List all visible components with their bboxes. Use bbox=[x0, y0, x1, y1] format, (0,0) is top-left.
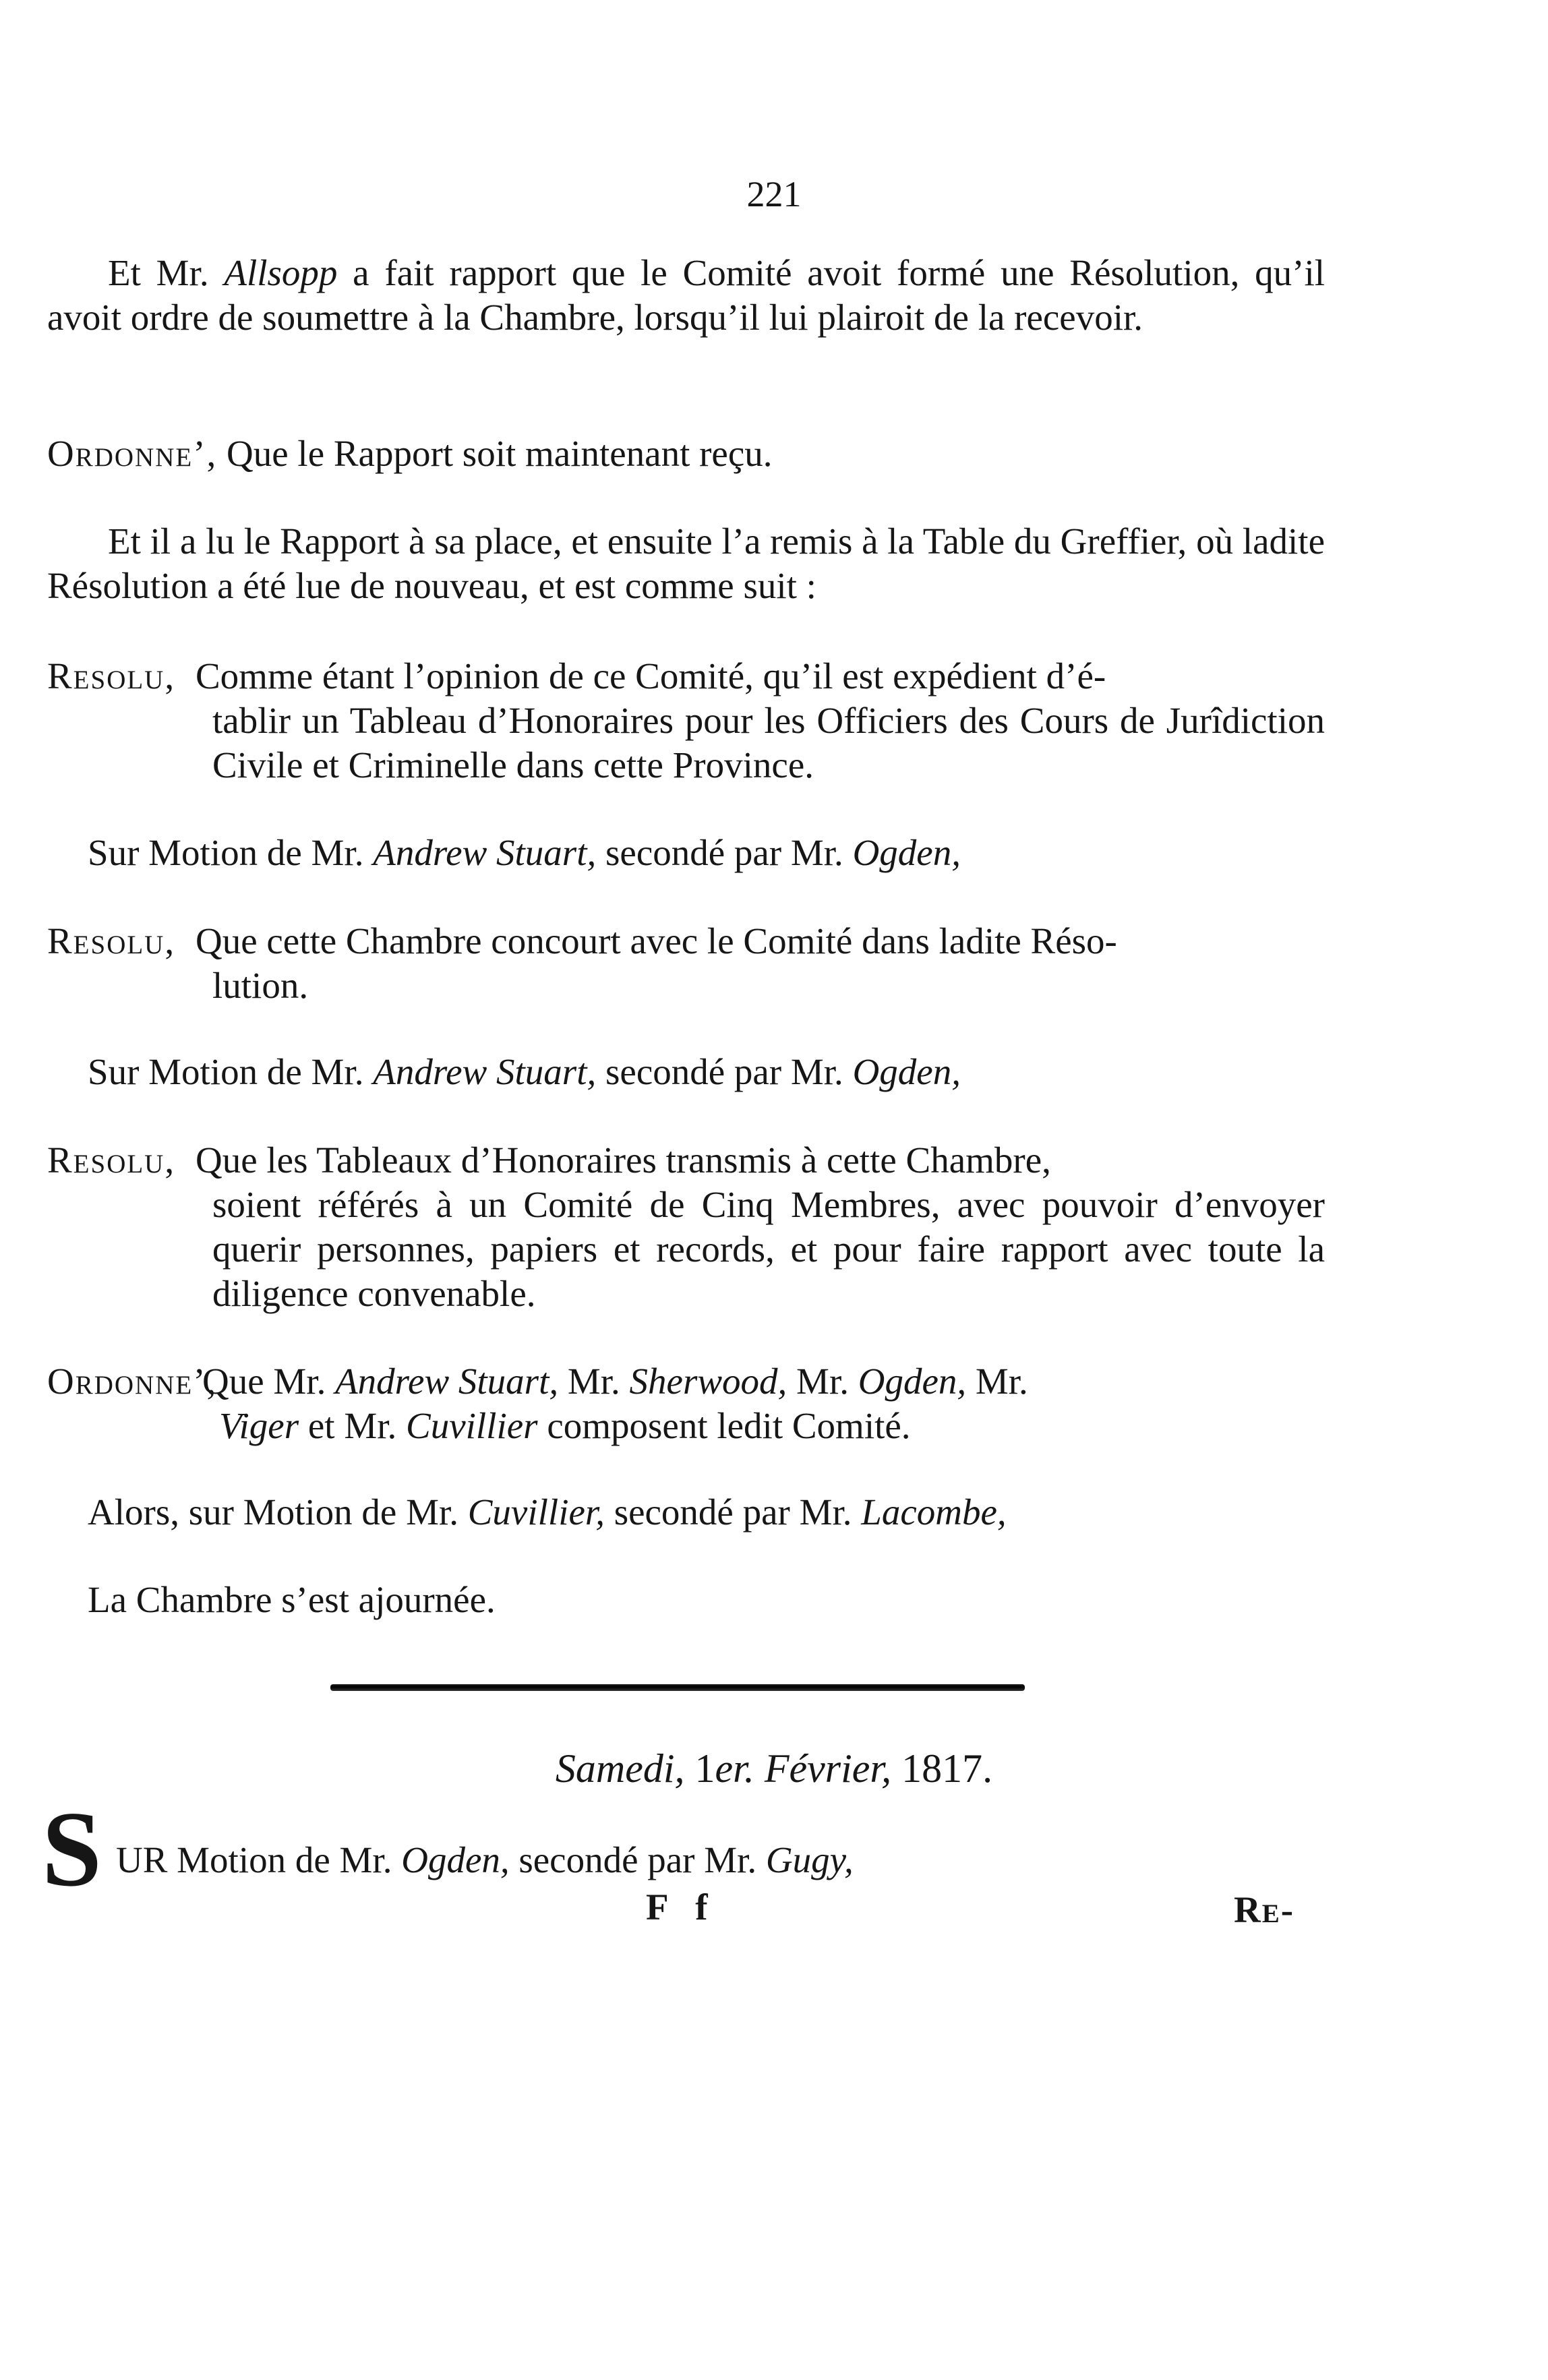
motion-1 bbox=[88, 831, 961, 875]
text: secondé par Mr. bbox=[596, 1051, 853, 1092]
seconder-name: Ogden, bbox=[852, 832, 961, 873]
member-name: Ogden, bbox=[858, 1361, 967, 1402]
text: Mr. bbox=[558, 1361, 630, 1402]
text: Que le Rapport soit maintenant reçu. bbox=[217, 433, 773, 474]
resolu-label: Resolu, bbox=[47, 1139, 176, 1181]
text: secondé par Mr. bbox=[604, 1491, 862, 1533]
seconder-name: Ogden, bbox=[852, 1051, 961, 1092]
mover-name: Cuvillier, bbox=[467, 1491, 605, 1533]
member-name: Cuvillier bbox=[406, 1405, 538, 1446]
session-date bbox=[0, 1746, 1548, 1791]
text: Alors, sur Motion de Mr. bbox=[88, 1491, 468, 1533]
drop-cap: S bbox=[42, 1789, 102, 1909]
mover-name: Ogden, bbox=[401, 1839, 510, 1880]
resolution-text: lution. bbox=[212, 965, 309, 1006]
text: composent ledit Comité. bbox=[537, 1405, 911, 1446]
motion-opening bbox=[116, 1838, 854, 1882]
date-day: Samedi, bbox=[555, 1746, 685, 1791]
date-year: 1817. bbox=[891, 1746, 993, 1791]
text: secondé par Mr. bbox=[596, 832, 853, 873]
text: Sur Motion de Mr. bbox=[88, 832, 374, 873]
ordonne-label: Ordonne’, bbox=[47, 1361, 218, 1402]
resolution-3 bbox=[47, 1138, 1325, 1316]
text: Et Mr. bbox=[108, 252, 225, 293]
text: Mr. bbox=[966, 1361, 1028, 1402]
catchword: Re- bbox=[1234, 1889, 1295, 1930]
date-number: 1 bbox=[684, 1746, 715, 1791]
member-name: Andrew Stuart, bbox=[335, 1361, 559, 1402]
signature-mark: F f bbox=[646, 1886, 717, 1928]
text: UR Motion de Mr. bbox=[116, 1839, 402, 1880]
mover-name: Andrew Stuart, bbox=[373, 832, 597, 873]
resolution-1 bbox=[47, 654, 1325, 787]
date-month: Février, bbox=[754, 1746, 892, 1791]
resolu-label: Resolu, bbox=[47, 920, 176, 961]
resolution-text-line1: Que cette Chambre concourt avec le Comité dans ladite Réso- bbox=[196, 920, 1117, 961]
member-name: Viger bbox=[219, 1405, 299, 1446]
paragraph-ordonne bbox=[47, 432, 1325, 476]
seconder-name: Gugy, bbox=[765, 1839, 854, 1880]
adjournment: La Chambre s’est ajournée. bbox=[88, 1579, 496, 1620]
seconder-name: Lacombe, bbox=[861, 1491, 1007, 1533]
text: a fait rapport que le Comité avoit formé une Résolution, qu’il avoit ordre de soumettre à la Chambre, lorsqu’il lui plairoit de la recevoir. bbox=[47, 252, 1326, 338]
text: et Mr. bbox=[299, 1405, 407, 1446]
member-name: Allsopp bbox=[224, 252, 338, 293]
date-suffix: er. bbox=[715, 1746, 754, 1791]
ordonne-label: Ordonne’, bbox=[47, 433, 218, 474]
ordonne-comite bbox=[47, 1359, 1325, 1448]
text: secondé par Mr. bbox=[509, 1839, 766, 1880]
paragraph-lecture bbox=[47, 519, 1325, 608]
resolution-text: soient référés à un Comité de Cinq Membres, avec pouvoir d’envoyer querir personnes, papiers et records, et pour faire rapport avec toute la diligence convenable. bbox=[212, 1184, 1325, 1314]
text: Sur Motion de Mr. bbox=[88, 1051, 374, 1092]
resolution-text-line1: Comme étant l’opinion de ce Comité, qu’il est expédient d’é- bbox=[196, 655, 1106, 696]
page-number: 221 bbox=[746, 174, 802, 214]
motion-2 bbox=[88, 1050, 961, 1094]
resolution-text: tablir un Tableau d’Honoraires pour les Officiers des Cours de Jurîdiction Civile et Criminelle dans cette Province. bbox=[212, 700, 1325, 785]
resolution-text-line1: Que les Tableaux d’Honoraires transmis à cette Chambre, bbox=[196, 1139, 1051, 1181]
text: Que Mr. bbox=[202, 1361, 336, 1402]
separator-rule bbox=[330, 1684, 1025, 1691]
resolution-2 bbox=[47, 919, 1325, 1008]
text: Mr. bbox=[787, 1361, 858, 1402]
text: Et il a lu le Rapport à sa place, et ensuite l’a remis à la Table du Greffier, où ladite Résolution a été lue de nouveau, et est comme suit : bbox=[47, 520, 1325, 606]
motion-3 bbox=[88, 1490, 1007, 1535]
paragraph-rapport bbox=[47, 251, 1325, 340]
resolu-label: Resolu, bbox=[47, 655, 176, 696]
member-name: Sherwood, bbox=[629, 1361, 787, 1402]
mover-name: Andrew Stuart, bbox=[373, 1051, 597, 1092]
